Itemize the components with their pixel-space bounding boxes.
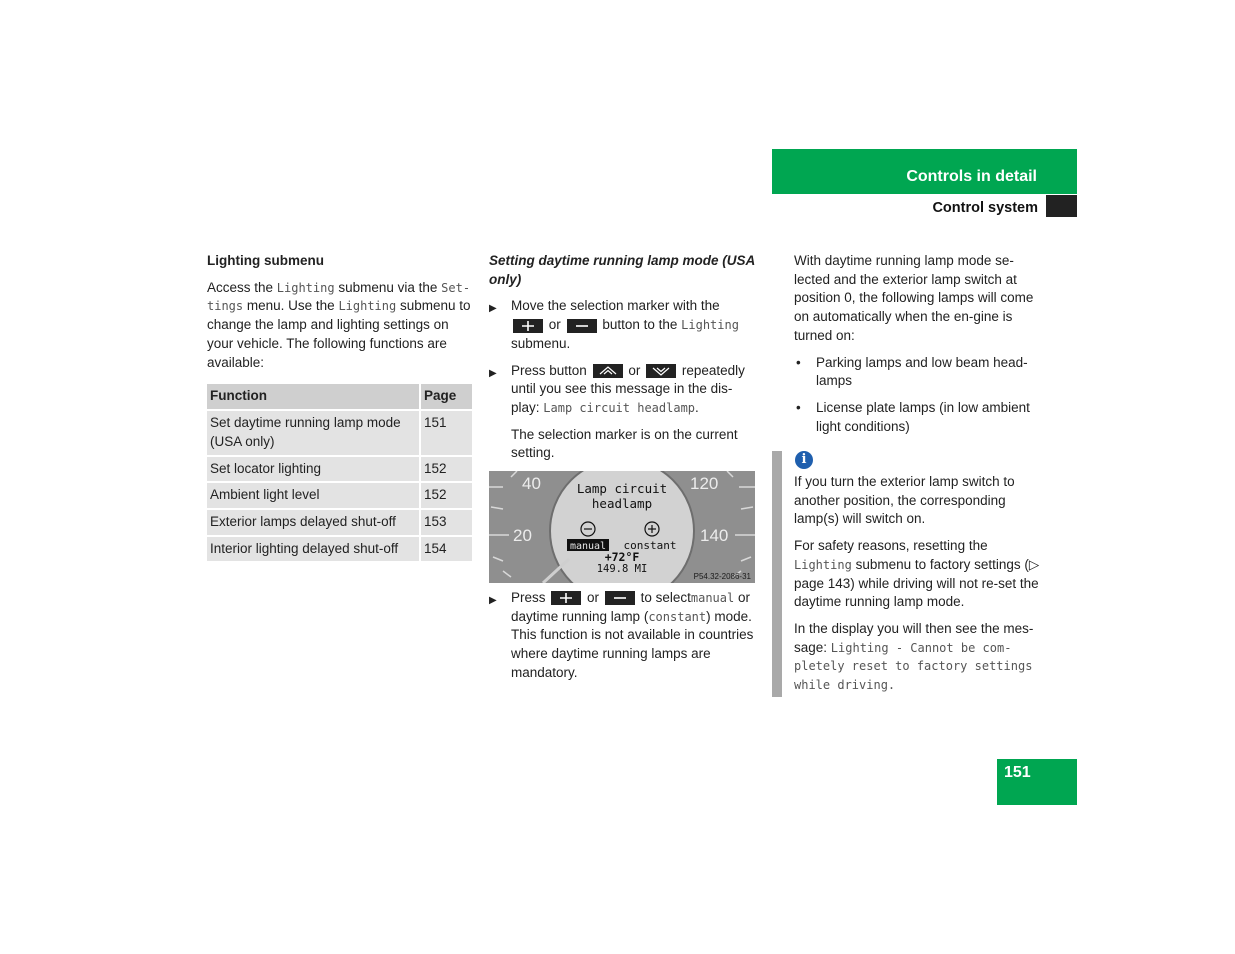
bullet-icon: • [796,354,801,370]
page-cell: 152 [420,456,472,483]
gauge-label-120: 120 [690,474,719,494]
subsection-marker [1046,195,1077,217]
plus-button-icon [513,319,543,333]
column-header-function: Function [207,384,420,410]
table-row [207,410,472,455]
instrument-cluster-display [489,471,755,583]
menu-term: Lighting [338,299,397,314]
section-header-bar [772,149,1077,194]
info-paragraph-3: In the display you will then see the mes-sage: Lighting - Cannot be com-pletely reset to factory settings while driving. [794,620,1034,693]
daytime-running-lamp-heading: Setting daytime running lamp mode (USA only) [489,253,755,287]
instruction-step-1: ▶ Move the selection marker with the or button to the Lighting submenu. [489,298,739,351]
page-number: 151 [1004,764,1031,781]
page-number-box [997,759,1077,805]
step-arrow-icon: ▶ [489,367,497,379]
display-temperature: +72°F [604,550,640,565]
figure-code: P54.32-2086-31 [693,572,751,582]
section-title: Controls in detail [906,168,1037,185]
function-cell: Interior lighting delayed shut-off [207,536,420,562]
intro-text: submenu via the [334,279,442,295]
page-cell: 152 [420,482,472,509]
subsection-title: Control system [932,200,1038,216]
step-arrow-icon: ▶ [489,595,497,607]
intro-text: submenu to change the lamp and lighting settings on your vehicle. The following functions are available: [207,298,471,370]
column-automatic-lamps [794,252,1040,444]
function-cell: Set daytime running lamp mode (USA only) [207,410,420,455]
table-row [207,536,472,562]
column-lighting-submenu [207,252,472,561]
intro-text: Access the [207,279,277,295]
lighting-submenu-heading: Lighting submenu [207,253,324,268]
info-note-body [794,451,1040,703]
table-row [207,482,472,509]
display-odometer: 149.8 MI [596,563,648,576]
arrow-up-button-icon [593,364,623,378]
table-row [207,509,472,536]
instruction-step-2: ▶ Press button or repeatedly until you see this message in the dis-play: Lamp circuit headlamp. [489,362,745,415]
column-header-page: Page [420,384,472,410]
info-paragraph-1: If you turn the exterior lamp switch to another position, the corresponding lamp(s) will switch on. [794,474,1015,527]
arrow-down-button-icon [646,364,676,378]
minus-button-icon [567,319,597,333]
function-cell: Ambient light level [207,482,420,509]
info-icon: i [795,451,813,469]
gauge-label-20: 20 [513,526,532,546]
page-cell: 151 [420,410,472,455]
automatic-lamps-intro: With daytime running lamp mode se-lected and the exterior lamp switch at position 0, the following lamps will come on automatically when the en-gine is turned on: [794,253,1034,343]
info-side-bar [772,451,782,697]
step-arrow-icon: ▶ [489,303,497,315]
intro-text: menu. Use the [243,298,339,314]
display-option-manual: manual [569,541,607,553]
plus-button-icon [551,591,581,605]
table-header-row [207,384,472,410]
page-cell: 153 [420,509,472,536]
bullet-icon: • [796,399,801,415]
display-option-constant: constant [623,539,677,553]
function-cell: Set locator lighting [207,456,420,483]
gauge-label-140: 140 [700,526,729,546]
display-line-2: headlamp [591,496,653,512]
page-cell: 154 [420,536,472,562]
function-table [207,384,472,561]
menu-term: Set-tings [207,280,471,314]
instrument-cluster-illustration [489,471,755,583]
table-row [207,456,472,483]
info-paragraph-2: For safety reasons, resetting the Lighting submenu to factory settings (▷ page 143) while driving will not re-set the daytime running lamp mode. [794,538,1040,610]
list-item: • License plate lamps (in low ambient light conditions) [796,399,1030,434]
column-daytime-running-lamp [489,252,755,691]
function-cell: Exterior lamps delayed shut-off [207,509,420,536]
instruction-step-3: ▶ Press or to selectmanual or daytime running lamp (constant) mode. This function is not available in countries where daytime running lamps are mandatory. [489,590,754,680]
selection-marker-note: The selection marker is on the current setting. [511,426,738,461]
list-item: • Parking lamps and low beam head-lamps [796,354,1028,389]
gauge-label-40: 40 [522,474,541,494]
lighting-submenu-intro [207,279,472,373]
minus-button-icon [605,591,635,605]
display-line-1: Lamp circuit [576,481,668,497]
menu-term: Lighting [276,280,335,295]
info-note-box [772,451,1040,697]
